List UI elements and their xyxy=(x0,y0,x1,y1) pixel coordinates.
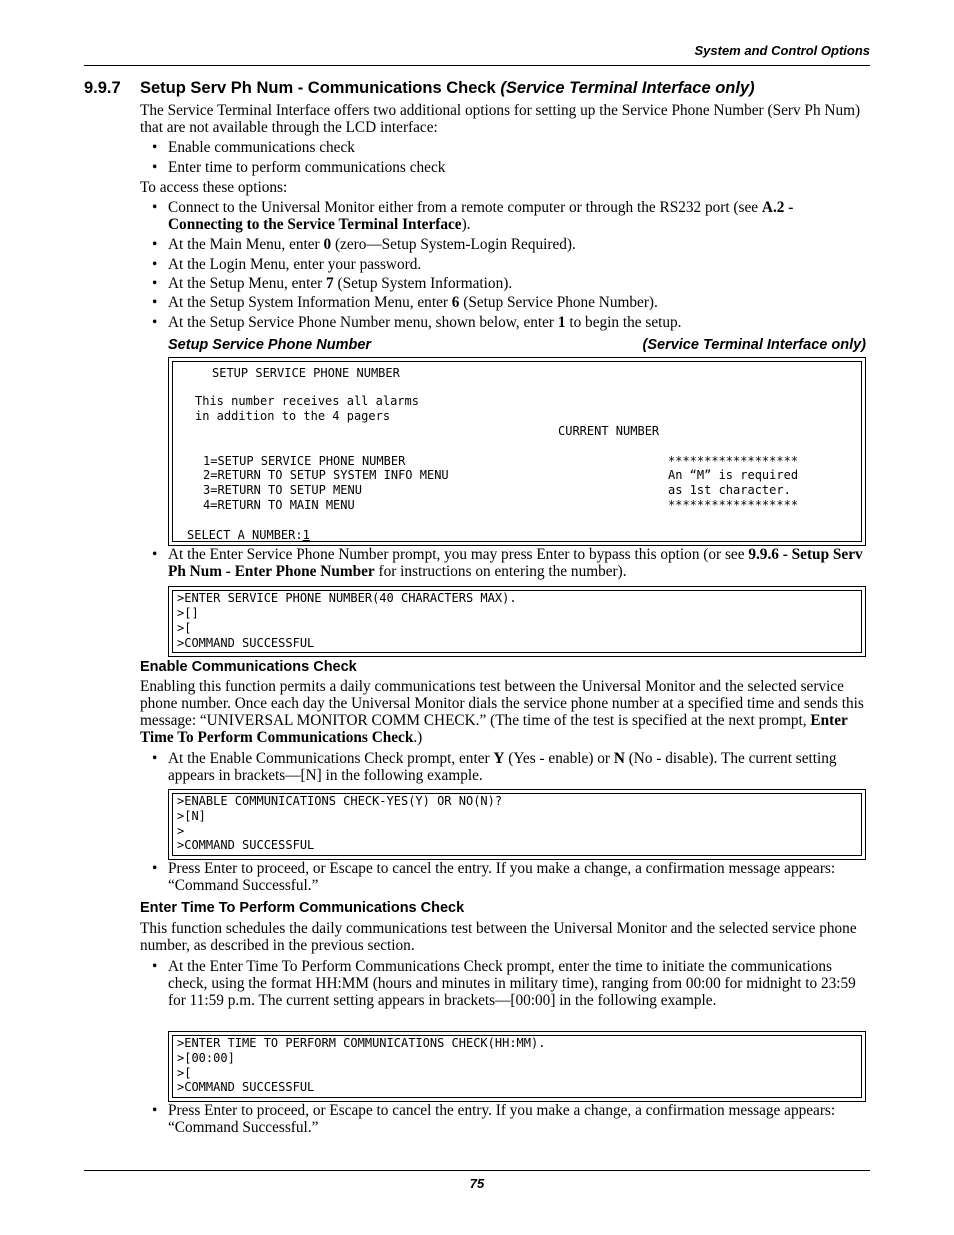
figure-caption xyxy=(168,337,866,353)
prompt-value: 1 xyxy=(302,528,310,542)
phone-prompt-bullet: • At the Enter Service Phone Number prompt, you may press Enter to bypass this option (or see 9.9.6 - Setup Serv Ph Num - Enter Phone Number for instructions on entering the number). xyxy=(152,546,863,580)
menu-option: 4=RETURN TO MAIN MENU xyxy=(203,498,355,512)
step-phone-menu: • At the Setup Service Phone Number menu, shown below, enter 1 to begin the setup. xyxy=(152,314,682,331)
menu-option: 1=SETUP SERVICE PHONE NUMBER xyxy=(203,454,406,468)
terminal-inner-frame xyxy=(172,590,862,653)
requirement-border: ****************** xyxy=(668,498,799,512)
running-header: System and Control Options xyxy=(694,43,870,58)
terminal-line: >[] xyxy=(177,606,199,620)
requirement-note: An “M” is required xyxy=(668,468,799,482)
access-label: To access these options: xyxy=(140,179,288,196)
select-prompt: SELECT A NUMBER:1 xyxy=(187,528,310,542)
terminal-inner-frame xyxy=(172,1035,862,1098)
step-main-menu: • At the Main Menu, enter 0 (zero—Setup System-Login Required). xyxy=(152,236,576,253)
requirement-note: as 1st character. xyxy=(668,483,791,497)
list-item: • Enter time to perform communications check xyxy=(152,159,446,176)
terminal-line: >[00:00] xyxy=(177,1051,235,1065)
terminal-line: >ENABLE COMMUNICATIONS CHECK-YES(Y) OR NO(N)? xyxy=(177,794,503,808)
terminal-screen-phone-number xyxy=(168,586,866,657)
enable-check-bullet: • At the Enable Communications Check prompt, enter Y (Yes - enable) or N (No - disable). The current setting appears in brackets—[N] in the following example. xyxy=(152,750,837,784)
enable-check-paragraph: Enabling this function permits a daily communications test between the Universal Monitor and the selected service phone number. Once each day the Universal Monitor dials the service phone number at a specified time and sends this message: “UNIVERSAL MONITOR COMM CHECK.” (The time of the test is specified at the next prompt, Enter Time To Perform Communications Check.) xyxy=(140,678,864,746)
menu-option: 3=RETURN TO SETUP MENU xyxy=(203,483,362,497)
terminal-line: >COMMAND SUCCESSFUL xyxy=(177,838,315,852)
cross-reference: 9.9.6 - Setup Serv Ph Num - Enter Phone Number xyxy=(168,546,863,580)
terminal-line: > xyxy=(177,824,185,838)
terminal-line: >[ xyxy=(177,621,192,635)
terminal-line: >[ xyxy=(177,1066,192,1080)
section-title-note: (Service Terminal Interface only) xyxy=(500,79,755,97)
step-setup-menu: • At the Setup Menu, enter 7 (Setup System Information). xyxy=(152,275,513,292)
cross-reference: A.2 - Connecting to the Service Terminal Interface xyxy=(168,199,794,233)
terminal-screen-enable-check xyxy=(168,789,866,860)
terminal-line: >ENTER TIME TO PERFORM COMMUNICATIONS CHECK(HH:MM). xyxy=(177,1036,546,1050)
section-title: Setup Serv Ph Num - Communications Check xyxy=(140,79,496,97)
terminal-line: >COMMAND SUCCESSFUL xyxy=(177,636,315,650)
step-login: • At the Login Menu, enter your password. xyxy=(152,256,422,273)
terminal-line: >COMMAND SUCCESSFUL xyxy=(177,1080,315,1094)
subsection-heading: Enable Communications Check xyxy=(140,659,357,675)
terminal-title: SETUP SERVICE PHONE NUMBER xyxy=(212,366,400,380)
time-check-after: • Press Enter to proceed, or Escape to cancel the entry. If you make a change, a confirmation message appears: “Command Successful.” xyxy=(152,1102,836,1136)
terminal-inner-frame xyxy=(172,361,862,542)
terminal-line: >ENTER SERVICE PHONE NUMBER(40 CHARACTERS MAX). xyxy=(177,591,517,605)
terminal-inner-frame xyxy=(172,793,862,856)
intro-paragraph: The Service Terminal Interface offers two additional options for setting up the Service Phone Number (Serv Ph Num) that are not available through the LCD interface: xyxy=(140,102,861,136)
terminal-note: This number receives all alarms xyxy=(195,394,419,408)
terminal-note: in addition to the 4 pagers xyxy=(195,409,391,423)
figure-caption-note: (Service Terminal Interface only) xyxy=(642,337,866,353)
list-item: • Enable communications check xyxy=(152,139,355,156)
page-number: 75 xyxy=(469,1176,485,1191)
requirement-border: ****************** xyxy=(668,454,799,468)
time-check-bullet: • At the Enter Time To Perform Communications Check prompt, enter the time to initiate the communications check, using the format HH:MM (hours and minutes in military time), ranging from 00:00 for midnight to 23:59 for 11:59 p.m. The current setting appears in brackets—[00:00] in the following example. xyxy=(152,958,856,1009)
footer-rule xyxy=(84,1170,870,1171)
terminal-line: >[N] xyxy=(177,809,206,823)
step-connect: • Connect to the Universal Monitor either from a remote computer or through the RS232 port (see A.2 - Connecting to the Service Terminal Interface). xyxy=(152,199,794,233)
subsection-heading: Enter Time To Perform Communications Check xyxy=(140,900,465,916)
current-number-label: CURRENT NUMBER xyxy=(558,424,660,438)
section-number: 9.9.7 xyxy=(84,79,121,97)
header-rule xyxy=(84,65,870,66)
section-heading xyxy=(84,79,755,98)
menu-option: 2=RETURN TO SETUP SYSTEM INFO MENU xyxy=(203,468,449,482)
time-check-paragraph: This function schedules the daily communications test between the Universal Monitor and the selected service phone number, as described in the previous section. xyxy=(140,920,857,954)
enable-check-after: • Press Enter to proceed, or Escape to cancel the entry. If you make a change, a confirmation message appears: “Command Successful.” xyxy=(152,860,836,894)
figure-caption-title: Setup Service Phone Number xyxy=(168,337,372,353)
terminal-screen-time-check xyxy=(168,1031,866,1102)
step-system-info: • At the Setup System Information Menu, enter 6 (Setup Service Phone Number). xyxy=(152,294,658,311)
terminal-screen-setup-phone xyxy=(168,357,866,546)
